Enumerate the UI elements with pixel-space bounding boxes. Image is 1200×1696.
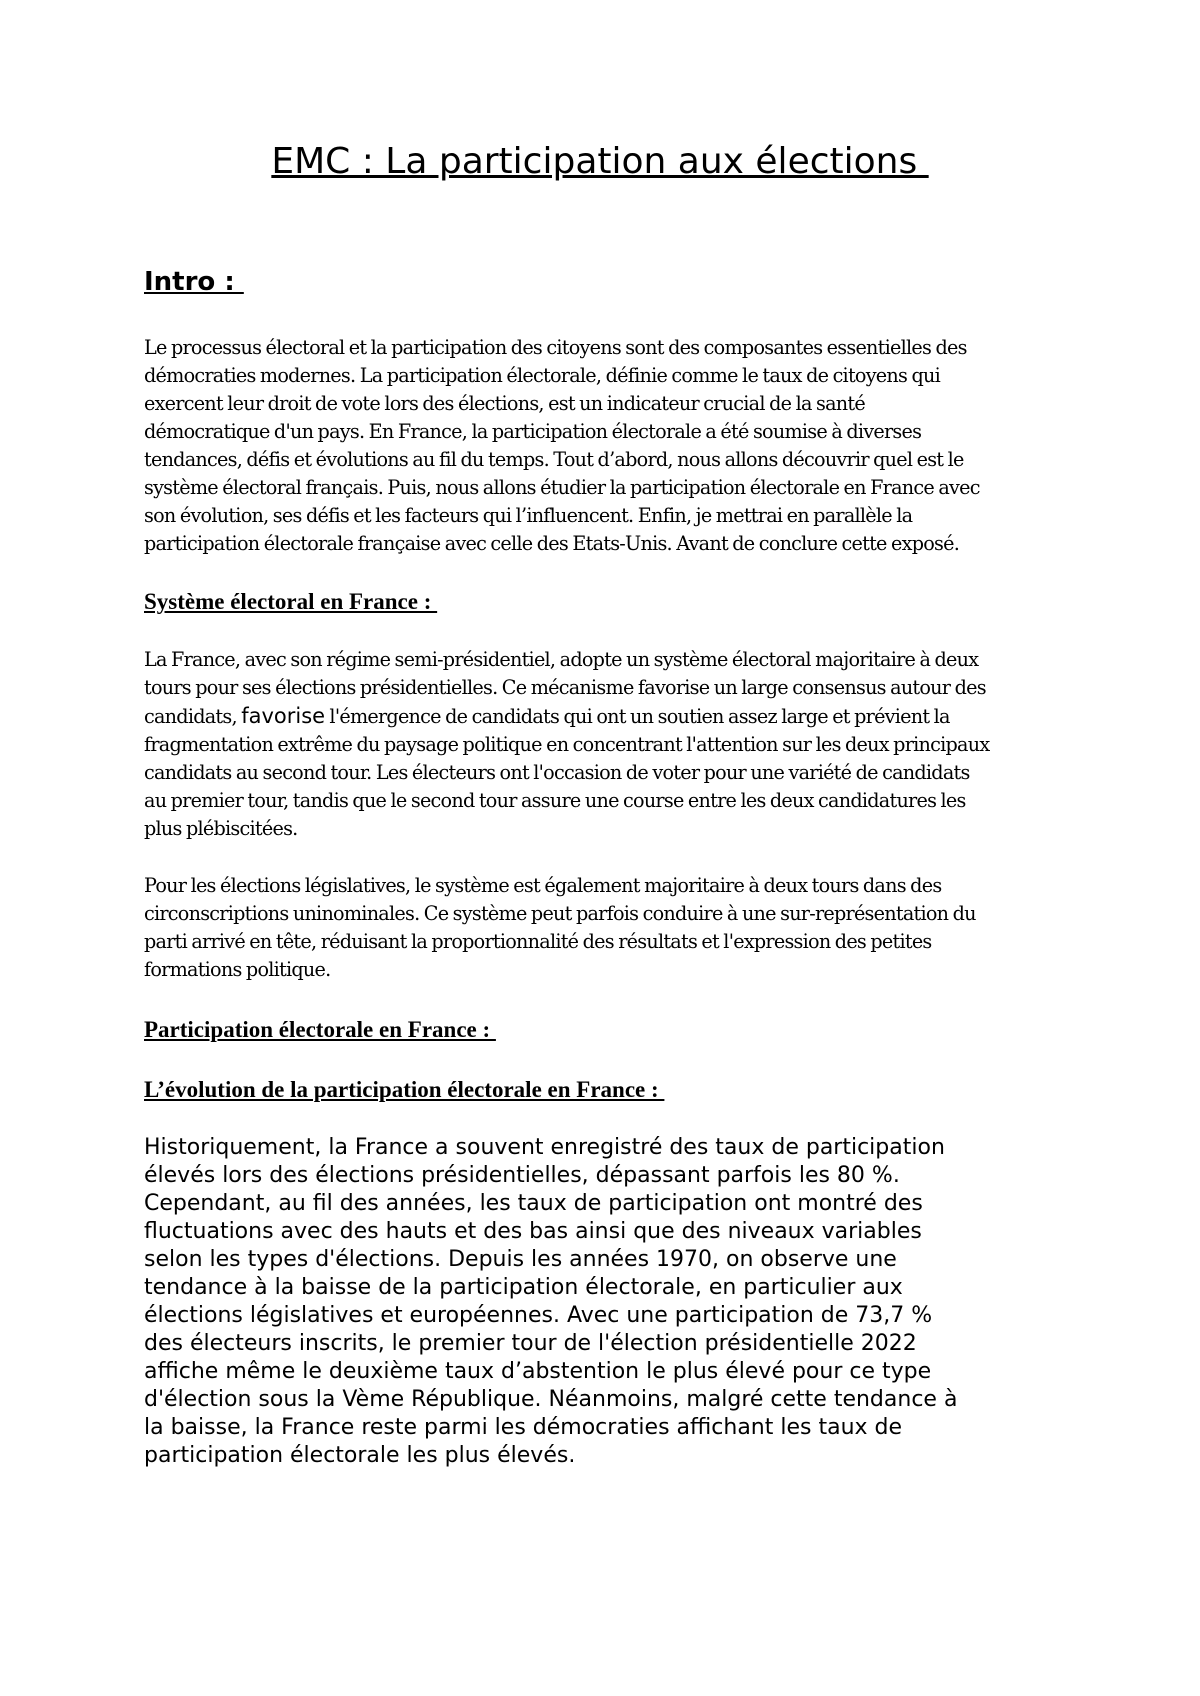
legislatives-line: circonscriptions uninominales. Ce système peut parfois conduire à une sur-représentation du: [144, 902, 976, 925]
evolution-line: Historiquement, la France a souvent enregistré des taux de participation: [144, 1135, 945, 1160]
intro-line: démocraties modernes. La participation électorale, définie comme le taux de citoyens qui: [144, 364, 940, 387]
intro-line: système électoral français. Puis, nous allons étudier la participation électorale en France avec: [144, 476, 980, 499]
intro-heading: Intro :: [144, 267, 244, 297]
intro-line: démocratique d'un pays. En France, la participation électorale a été soumise à diverses: [144, 420, 922, 443]
evolution-line: des électeurs inscrits, le premier tour de l'élection présidentielle 2022: [144, 1331, 917, 1356]
legislatives-line: formations politique.: [144, 958, 331, 981]
evolution-line: tendance à la baisse de la participation électorale, en particulier aux: [144, 1275, 903, 1300]
intro-line: exercent leur droit de vote lors des élections, est un indicateur crucial de la santé: [144, 392, 865, 415]
systeme-line: tours pour ses élections présidentielles. Ce mécanisme favorise un large consensus autour des: [144, 676, 986, 699]
legislatives-line: parti arrivé en tête, réduisant la proportionnalité des résultats et l'expression des petites: [144, 930, 932, 953]
favorise-word: favorise: [241, 704, 326, 728]
evolution-line: d'élection sous la Vème République. Néanmoins, malgré cette tendance à: [144, 1387, 958, 1412]
intro-line: son évolution, ses défis et les facteurs qui l’influencent. Enfin, je mettrai en parallèle la: [144, 504, 913, 527]
evolution-line: participation électorale les plus élevés.: [144, 1443, 576, 1468]
systeme-paragraph-1: [144, 646, 1064, 843]
systeme-line: [144, 702, 1064, 731]
evolution-line: Cependant, au fil des années, les taux de participation ont montré des: [144, 1191, 923, 1216]
systeme-line-end: l'émergence de candidats qui ont un soutien assez large et prévient la: [325, 705, 950, 728]
systeme-line: plus plébiscitées.: [144, 817, 298, 840]
evolution-line: affiche même le deuxième taux d’abstention le plus élevé pour ce type: [144, 1359, 932, 1384]
systeme-paragraph-2: [144, 872, 1064, 984]
evolution-paragraph: [144, 1134, 1064, 1470]
systeme-line: au premier tour, tandis que le second tour assure une course entre les deux candidatures les: [144, 789, 966, 812]
document-title: EMC : La participation aux élections: [271, 141, 929, 182]
participation-heading: Participation électorale en France :: [144, 1017, 496, 1042]
intro-paragraph: [144, 334, 1064, 558]
evolution-line: élections législatives et européennes. Avec une participation de 73,7 %: [144, 1303, 933, 1328]
evolution-subheading: L’évolution de la participation électorale en France :: [144, 1077, 665, 1102]
intro-line: participation électorale française avec celle des Etats-Unis. Avant de conclure cette exposé.: [144, 532, 960, 555]
legislatives-line: Pour les élections législatives, le système est également majoritaire à deux tours dans des: [144, 874, 942, 897]
systeme-line: candidats au second tour. Les électeurs ont l'occasion de voter pour une variété de candidats: [144, 761, 970, 784]
systeme-line-start: candidats,: [144, 705, 242, 728]
intro-line: Le processus électoral et la participation des citoyens sont des composantes essentielles des: [144, 336, 967, 359]
evolution-line: fluctuations avec des hauts et des bas ainsi que des niveaux variables: [144, 1219, 922, 1244]
intro-line: tendances, défis et évolutions au fil du temps. Tout d’abord, nous allons découvrir quel est le: [144, 448, 964, 471]
evolution-line: élevés lors des élections présidentielles, dépassant parfois les 80 %.: [144, 1163, 900, 1188]
systeme-line: fragmentation extrême du paysage politique en concentrant l'attention sur les deux principaux: [144, 733, 990, 756]
systeme-heading: Système électoral en France :: [144, 589, 438, 614]
evolution-line: selon les types d'élections. Depuis les années 1970, on observe une: [144, 1247, 897, 1272]
evolution-line: la baisse, la France reste parmi les démocraties affichant les taux de: [144, 1415, 903, 1440]
systeme-line: La France, avec son régime semi-présidentiel, adopte un système électoral majoritaire à deux: [144, 648, 979, 671]
